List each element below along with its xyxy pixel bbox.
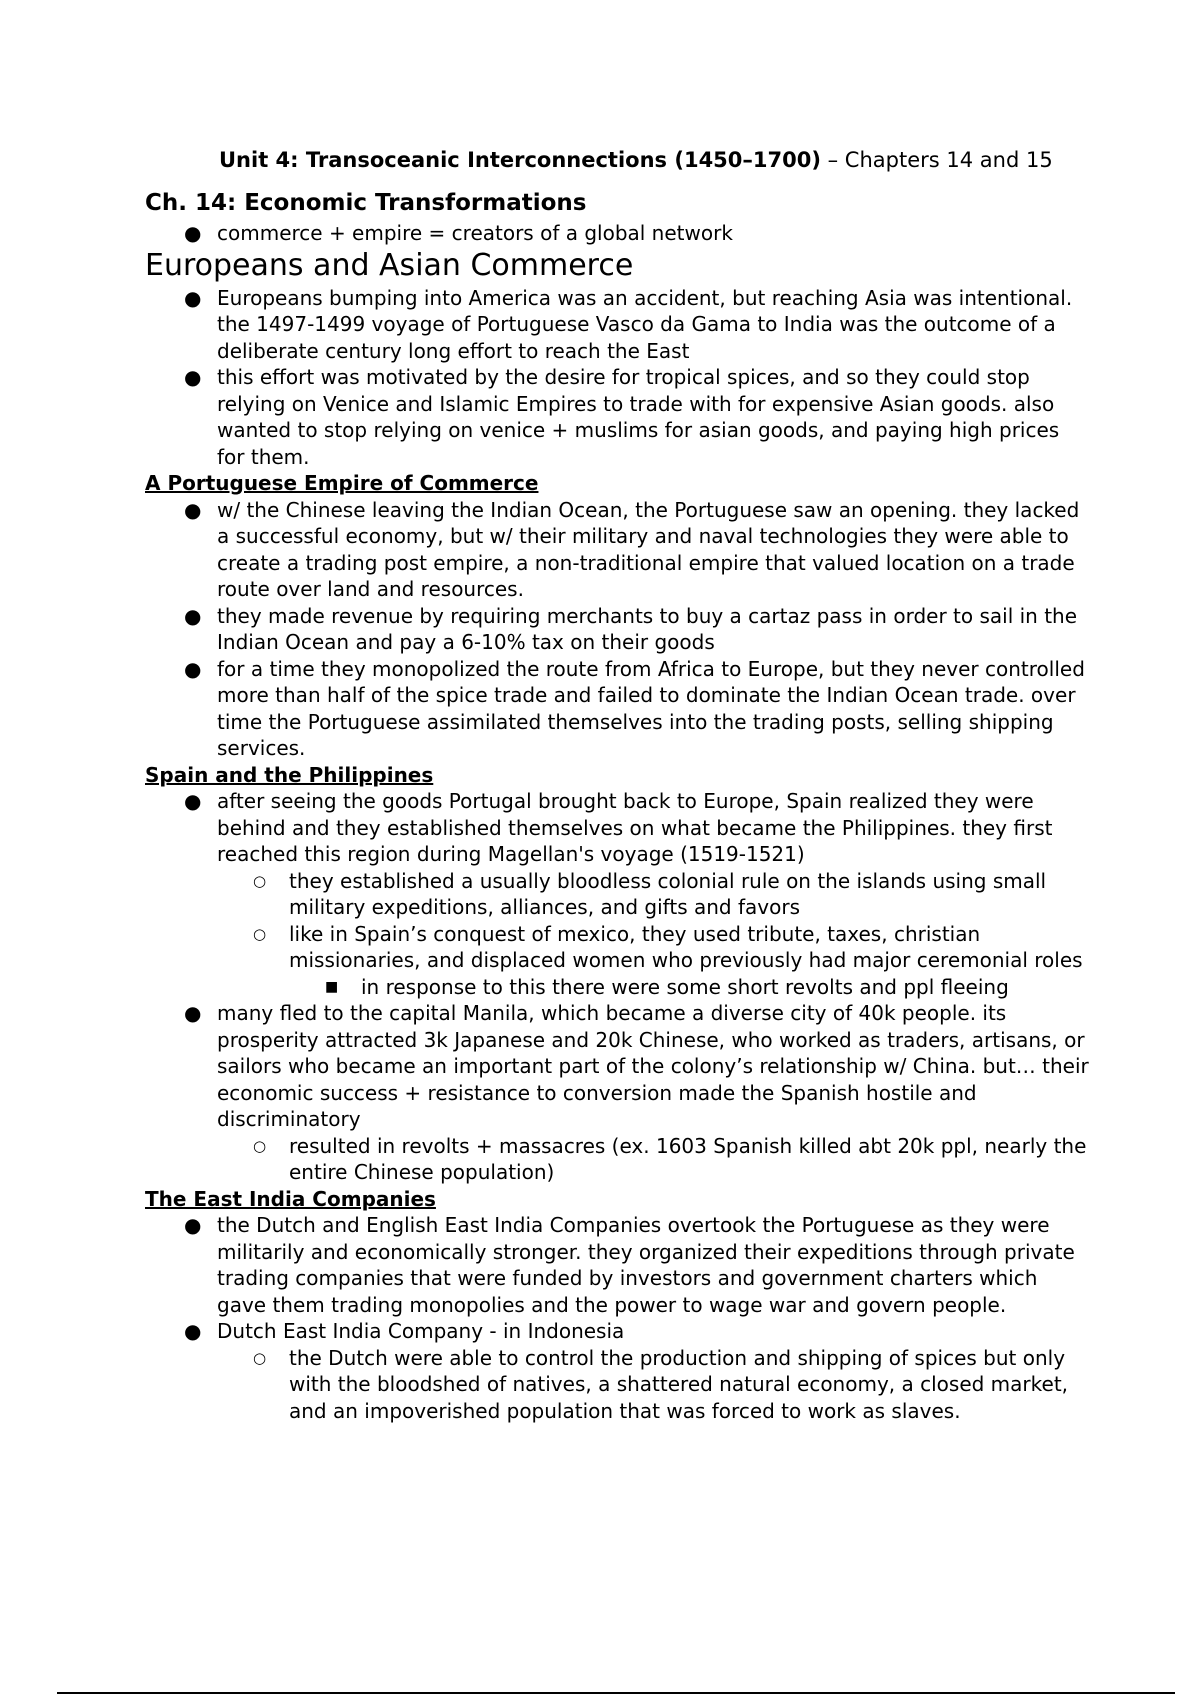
sub-list	[217, 1133, 1090, 1186]
bullet-circle-marker: ○	[253, 1136, 267, 1155]
bullet-circle-marker: ○	[253, 871, 267, 890]
unit-title-chapters: – Chapters 14 and 15	[820, 148, 1053, 172]
list-item	[217, 868, 1090, 921]
list-item-text: resulted in revolts + massacres (ex. 1603 Spanish killed abt 20k ppl, nearly the entire Chinese population)	[289, 1133, 1087, 1184]
list-item-text: in response to this there were some short revolts and ppl fleeing	[361, 974, 1009, 999]
section-title: Europeans and Asian Commerce	[145, 247, 634, 283]
list-item-text: they established a usually bloodless colonial rule on the islands using small military expeditions, alliances, and gifts and favors	[289, 868, 1047, 919]
portuguese-list	[145, 497, 1090, 762]
bottom-divider	[57, 1692, 1175, 1694]
list-item-text: after seeing the goods Portugal brought back to Europe, Spain realized they were behind and they established themselves on what became the Philippines. they first reached this region during Magellan's voyage (1519-1521)	[217, 789, 1053, 866]
list-item-text: Dutch East India Company - in Indonesia	[217, 1319, 625, 1343]
list-item-text: like in Spain’s conquest of mexico, they used tribute, taxes, christian missionaries, and displaced women who previously had major ceremonial roles	[289, 921, 1083, 972]
bullet-disc-marker: ●	[184, 656, 202, 681]
list-item-text: Europeans bumping into America was an accident, but reaching Asia was intentional. the 1497-1499 voyage of Portuguese Vasco da Gama to India was the outcome of a deliberate century long effort to reach the East	[217, 285, 1073, 363]
sub-sub-list	[289, 974, 1090, 1001]
list-item	[145, 788, 1090, 1000]
bullet-disc-marker: ●	[184, 603, 202, 628]
document-page	[145, 146, 1090, 1424]
bullet-disc-marker: ●	[184, 497, 202, 522]
list-item-text: commerce + empire = creators of a global network	[217, 221, 733, 245]
list-item-text: the Dutch were able to control the production and shipping of spices but only with the bloodshed of natives, a shattered natural economy, a closed market, and an impoverished population that was forced to work as slaves.	[289, 1345, 1069, 1423]
list-item	[145, 1000, 1090, 1186]
list-item-text: for a time they monopolized the route from Africa to Europe, but they never controlled more than half of the spice trade and failed to dominate the Indian Ocean trade. over time the Portuguese assimilated themselves into the trading posts, selling shipping services.	[217, 656, 1085, 760]
list-item-text: the Dutch and English East India Companies overtook the Portuguese as they were militarily and economically stronger. they organized their expeditions through private trading companies that were funded by investors and government charters which gave them trading monopolies and the power to wage war and govern people.	[217, 1213, 1075, 1317]
chapter-title: Ch. 14: Economic Transformations	[145, 190, 587, 216]
list-item	[217, 1345, 1090, 1425]
bullet-disc-marker: ●	[184, 1213, 202, 1237]
unit-title-bold: Unit 4: Transoceanic Interconnections (1450–1700)	[219, 148, 821, 172]
list-item-text: w/ the Chinese leaving the Indian Ocean, the Portuguese saw an opening. they lacked a successful economy, but w/ their military and naval technologies they were able to create a trading post empire, a non-traditional empire that valued location on a trade route over land and resources.	[217, 497, 1080, 601]
unit-title	[145, 146, 1090, 174]
bullet-disc-marker: ●	[184, 1319, 202, 1343]
list-item	[145, 497, 1090, 603]
subsection-title-spain: Spain and the Philippines	[145, 762, 434, 787]
bullet-disc-marker: ●	[184, 1001, 202, 1025]
list-item	[217, 921, 1090, 1001]
subsection-title-portuguese: A Portuguese Empire of Commerce	[145, 471, 539, 495]
spain-list	[145, 788, 1090, 1186]
bullet-circle-marker: ○	[253, 1348, 267, 1367]
bullet-disc-marker: ●	[184, 285, 202, 310]
list-item	[145, 364, 1090, 470]
sub-list	[217, 868, 1090, 1001]
list-item	[289, 974, 1090, 1001]
chapter-intro-list	[145, 220, 1090, 247]
list-item	[145, 1318, 1090, 1424]
list-item-text: they made revenue by requiring merchants to buy a cartaz pass in order to sail in the Indian Ocean and pay a 6-10% tax on their goods	[217, 603, 1078, 654]
list-item	[145, 285, 1090, 365]
sub-list	[217, 1345, 1090, 1425]
list-item	[217, 1133, 1090, 1186]
bullet-square-marker: ■	[325, 978, 339, 995]
bullet-disc-marker: ●	[184, 365, 202, 389]
list-item	[145, 220, 1090, 247]
bullet-disc-marker: ●	[184, 221, 202, 245]
list-item	[145, 603, 1090, 656]
list-item	[145, 656, 1090, 762]
list-item	[145, 1212, 1090, 1318]
list-item-text: this effort was motivated by the desire for tropical spices, and so they could stop relying on Venice and Islamic Empires to trade with for expensive Asian goods. also wanted to stop relying on venice + muslims for asian goods, and paying high prices for them.	[217, 365, 1060, 469]
subsection-title-east-india: The East India Companies	[145, 1186, 436, 1211]
bullet-disc-marker: ●	[184, 789, 202, 813]
east-india-list	[145, 1212, 1090, 1424]
bullet-circle-marker: ○	[253, 924, 267, 943]
section-list	[145, 285, 1090, 471]
list-item-text: many fled to the capital Manila, which became a diverse city of 40k people. its prosperity attracted 3k Japanese and 20k Chinese, who worked as traders, artisans, or sailors who became an important part of the colony’s relationship w/ China. but… their economic success + resistance to conversion made the Spanish hostile and discriminatory	[217, 1001, 1089, 1131]
